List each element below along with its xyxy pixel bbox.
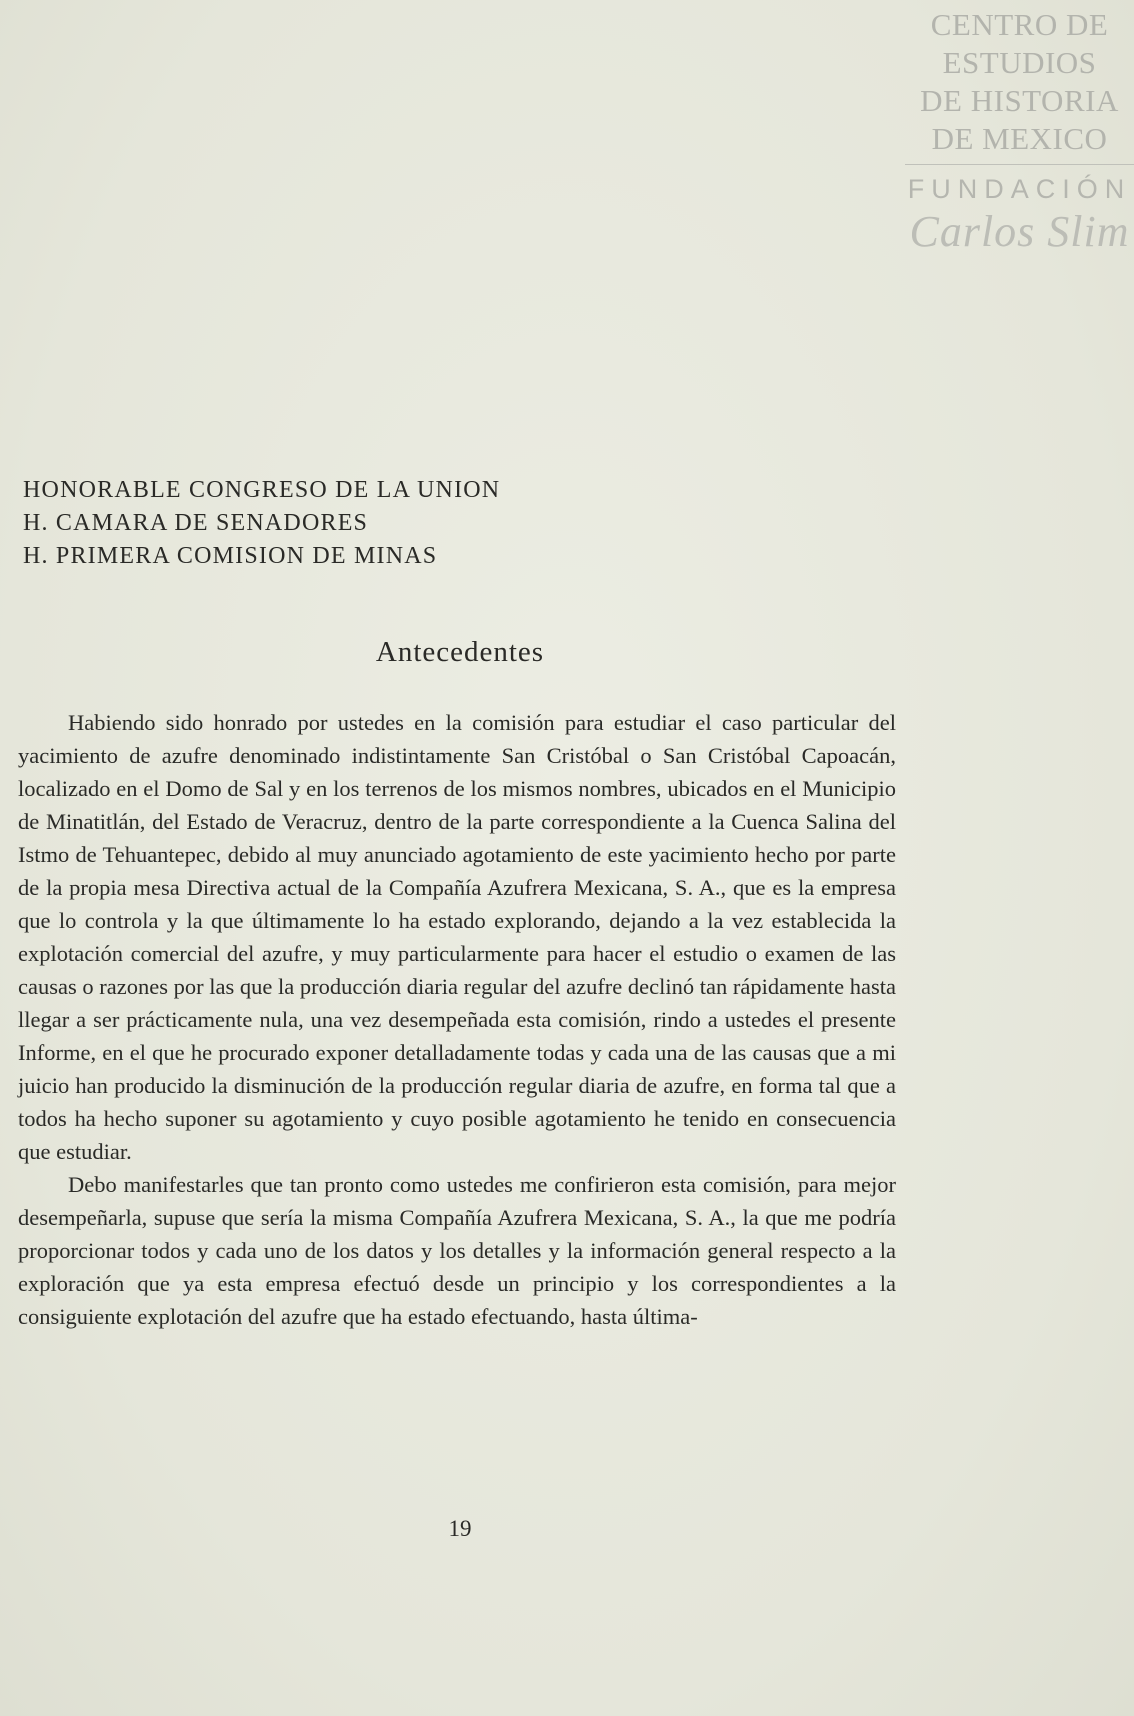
paragraph: Habiendo sido honrado por ustedes en la comisión para estudiar el caso particular del yacimiento de azufre denominado indistintamente San Cristóbal o San Cristóbal Capoacán, localizado en el Domo de Sal y en los terrenos de los mismos nombres, ubicados en el Municipio de Minatitlán, del Estado de Veracruz, dentro de la parte correspondiente a la Cuenca Salina del Istmo de Tehuantepec, debido al muy anunciado agotamiento de este yacimiento hecho por parte de la propia mesa Directiva actual de la Compañía Azufrera Mexicana, S. A., que es la empresa que lo controla y la que últimamente lo ha estado explorando, dejando a la vez establecida la explotación comercial del azufre, y muy particularmente para hacer el estudio o examen de las causas o razones por las que la producción diaria regular del azufre declinó tan rápidamente hasta llegar a ser prácticamente nula, una vez desempeñada esta comisión, rindo a ustedes el presente Informe, en el que he procurado exponer detalladamente todas y cada una de las causas que a mi juicio han producido la disminución de la producción regular diaria de azufre, en forma tal que a todos ha hecho suponer su agotamiento y cuyo posible agotamiento he tenido en consecuencia que estudiar.	[18, 710, 896, 1164]
watermark-signature: Carlos Slim	[909, 207, 1130, 256]
watermark-line: DE HISTORIA	[920, 83, 1119, 118]
watermark-foundation: FUNDACIÓN	[907, 174, 1132, 204]
page-number: 19	[448, 1516, 472, 1541]
addressee-line: H. PRIMERA COMISION DE MINAS	[23, 543, 438, 569]
addressee-line: H. CAMARA DE SENADORES	[23, 510, 369, 536]
paragraph: Debo manifestarles que tan pronto como ustedes me confirieron esta comisión, para mejor desempeñarla, supuse que sería la misma Compañía Azufrera Mexicana, S. A., la que me podría proporcionar todos y cada uno de los datos y los detalles y la información general respecto a la exploración que ya esta empresa efectuó desde un principio y los correspondientes a la consiguiente explotación del azufre que ha estado efectuando, hasta última-	[18, 1172, 896, 1329]
watermark-divider	[905, 164, 1134, 165]
addressee-line: HONORABLE CONGRESO DE LA UNION	[23, 477, 501, 503]
addressee-block	[23, 474, 500, 573]
watermark-line: ESTUDIOS	[942, 45, 1097, 80]
body-text	[18, 706, 896, 1333]
watermark-line: CENTRO DE	[930, 7, 1109, 42]
section-heading: Antecedentes	[375, 636, 545, 668]
watermark-stamp	[905, 6, 1134, 257]
watermark-line: DE MEXICO	[931, 121, 1108, 156]
